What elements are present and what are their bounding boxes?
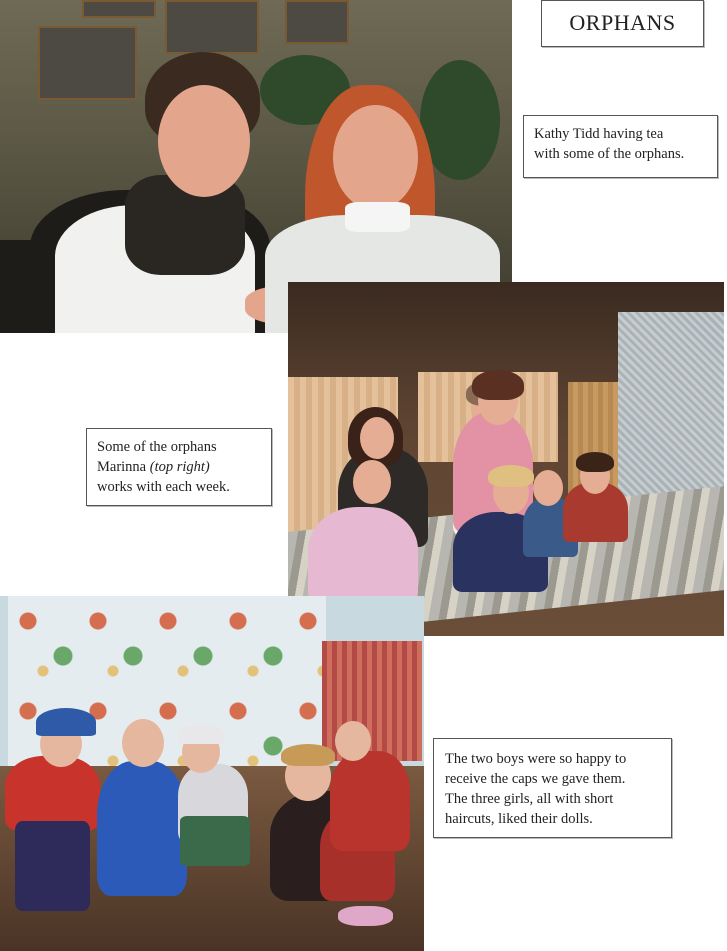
caption-tea-line1: Kathy Tidd having tea (534, 126, 664, 142)
caption-group-line2 (97, 457, 261, 477)
caption-group-name: Marinna (97, 459, 147, 475)
photo-kids-with-caps (0, 596, 424, 951)
caption-kids (433, 738, 672, 838)
caption-group-line3: works with each week. (97, 479, 230, 495)
caption-group (86, 428, 272, 506)
caption-tea-line2: with some of the orphans. (534, 146, 685, 162)
caption-kids-line2: receive the caps we gave them. (445, 771, 626, 787)
page-title: ORPHANS (541, 0, 704, 47)
caption-kids-line4: haircuts, liked their dolls. (445, 811, 593, 827)
caption-kids-line3: The three girls, all with short (445, 791, 614, 807)
caption-tea (523, 115, 718, 178)
caption-group-line1: Some of the orphans (97, 439, 217, 455)
caption-group-note: (top right) (149, 459, 210, 475)
caption-kids-line1: The two boys were so happy to (445, 751, 627, 767)
photo-orphans-group (288, 282, 724, 636)
